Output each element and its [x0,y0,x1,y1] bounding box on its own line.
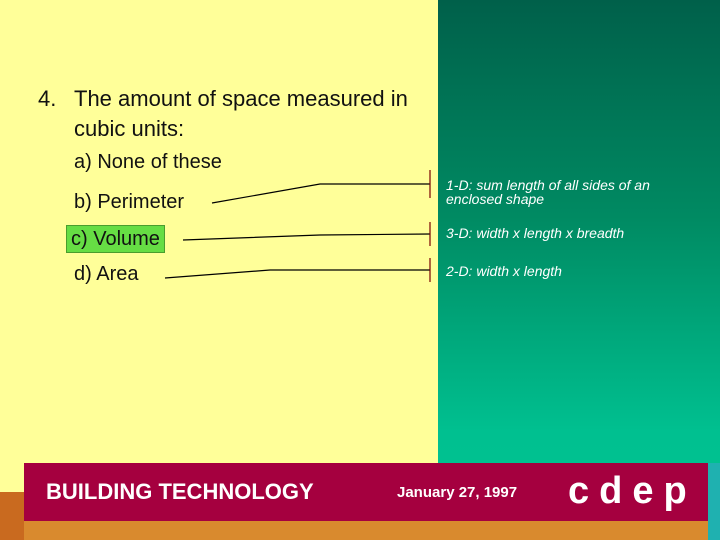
definition-2d: 2-D: width x length [446,263,562,279]
footer-date: January 27, 1997 [397,484,518,501]
option-a[interactable]: a) None of these [74,151,222,173]
footer-left-strip [0,492,24,540]
connector-area [165,270,430,278]
footer-bottom-strip [24,521,708,540]
connector-perimeter [212,184,430,203]
definition-3d: 3-D: width x length x breadth [446,225,625,241]
option-d[interactable]: d) Area [74,263,139,285]
option-c-selected[interactable]: c) Volume [66,225,165,253]
option-b[interactable]: b) Perimeter [74,191,185,213]
footer-title: BUILDING TECHNOLOGY [46,479,314,504]
definition-1d: 1-D: sum length of all sides of an enclosed shape [446,177,650,207]
question-number: 4. [38,86,57,111]
footer-right-strip [708,463,720,540]
question-text: The amount of space measured in cubic units: [74,86,408,141]
footer-logo: cdep [568,470,697,512]
connector-volume [183,234,430,240]
